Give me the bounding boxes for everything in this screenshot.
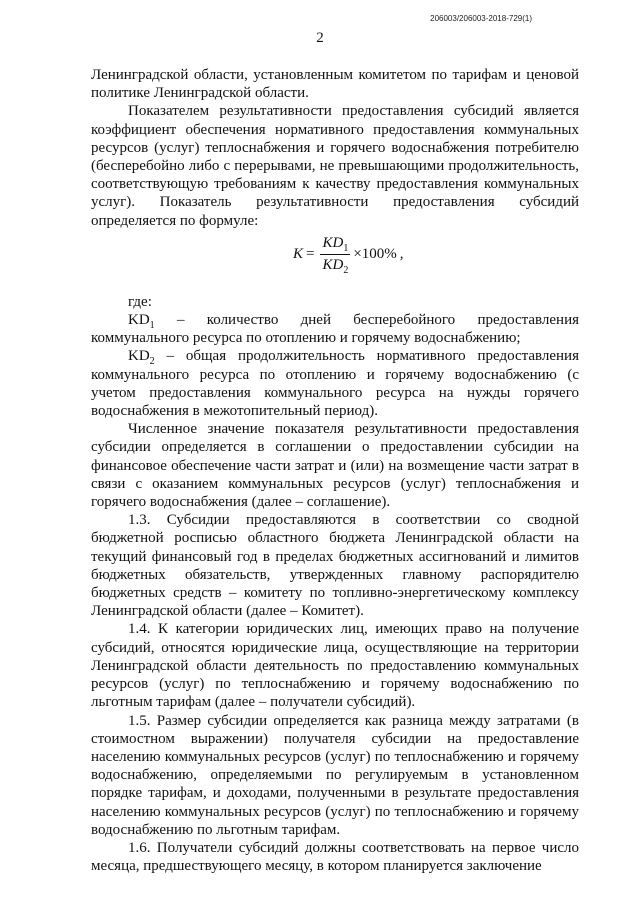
paragraph-1-6: 1.6. Получатели субсидий должны соответствовать на первое число месяца, предшествующего месяцу, в котором планируется заключение bbox=[91, 839, 579, 875]
formula-trail: , bbox=[399, 246, 404, 263]
document-body bbox=[91, 66, 579, 875]
paragraph-indicator: Показателем результативности предоставления субсидий является коэффициент обеспечения нормативного предоставления коммунальных ресурсов (услуг) теплоснабжения и горячего водоснабжения потребителю (бесперебойно либо с перерывами, не превышающими продолжительность, соответствующую требованиям к качеству предоставления коммунальных услуг). Показатель результативности предоставления субсидий определяется по формуле: bbox=[91, 103, 579, 229]
formula-fraction bbox=[320, 235, 350, 274]
formula bbox=[91, 231, 579, 289]
paragraph-target-value: Численное значение показателя результативности предоставления субсидии определяется в соглашении о предоставлении субсидии на финансовое обеспечение части затрат и (или) на возмещение части затрат в связи с оказанием коммунальных ресурсов (услуг) теплоснабжения и горячего водоснабжения (далее – соглашение). bbox=[91, 421, 579, 511]
formula-lhs: K bbox=[293, 246, 304, 263]
formula-times: × bbox=[353, 246, 362, 263]
definition-kd1: $KD_1$ – количество дней бесперебойного предоставления коммунального ресурса по отоплению и горячему водоснабжению; bbox=[91, 312, 579, 347]
paragraph-1-4: 1.4. К категории юридических лиц, имеющих право на получение субсидий, относятся юридические лица, осуществляющие на территории Ленинградской области деятельность по предоставлению коммунальных ресурсов (услуг) по теплоснабжению и горячему водоснабжению по льготным тарифам (далее – получатели субсидий). bbox=[91, 621, 579, 711]
formula-percent: 100% bbox=[361, 246, 397, 263]
formula-numerator: $KD_1$ bbox=[322, 234, 349, 254]
formula-denominator: $KD_2$ bbox=[322, 256, 349, 276]
formula-equals: = bbox=[306, 246, 315, 263]
page-number: 2 bbox=[316, 30, 324, 46]
definition-kd2: $KD_2$ – общая продолжительность нормативного предоставления коммунального ресурса по отоплению и горячему водоснабжению (с учетом предоставления коммунального ресурса на нужды горячего водоснабжения в межотопительный период). bbox=[91, 348, 579, 420]
paragraph-continuation: Ленинградской области, установленным комитетом по тарифам и ценовой политике Ленинградской области. bbox=[91, 67, 579, 102]
paragraph-1-5: 1.5. Размер субсидии определяется как разница между затратами (в стоимостном выражении) получателя субсидии на предоставление населению коммунальных ресурсов (услуг) по теплоснабжению и горячему водоснабжению, определяемыми по регулируемым в установленном порядке тарифам, и доходами, полученными в результате предоставления населению коммунальных ресурсов (услуг) по теплоснабжению и горячему водоснабжению по льготным тарифам. bbox=[91, 712, 579, 838]
where-label: где: bbox=[128, 293, 152, 310]
document-id: 206003/206003-2018-729(1) bbox=[430, 14, 532, 23]
paragraph-1-3: 1.3. Субсидии предоставляются в соответствии со сводной бюджетной росписью областного бюджета Ленинградской области на текущий финансовый год в пределах бюджетных ассигнований и лимитов бюджетных обязательств, утвержденных главному распорядителю бюджетных средств – комитету по топливно-энергетическому комплексу Ленинградской области (далее – Комитет). bbox=[91, 512, 579, 620]
